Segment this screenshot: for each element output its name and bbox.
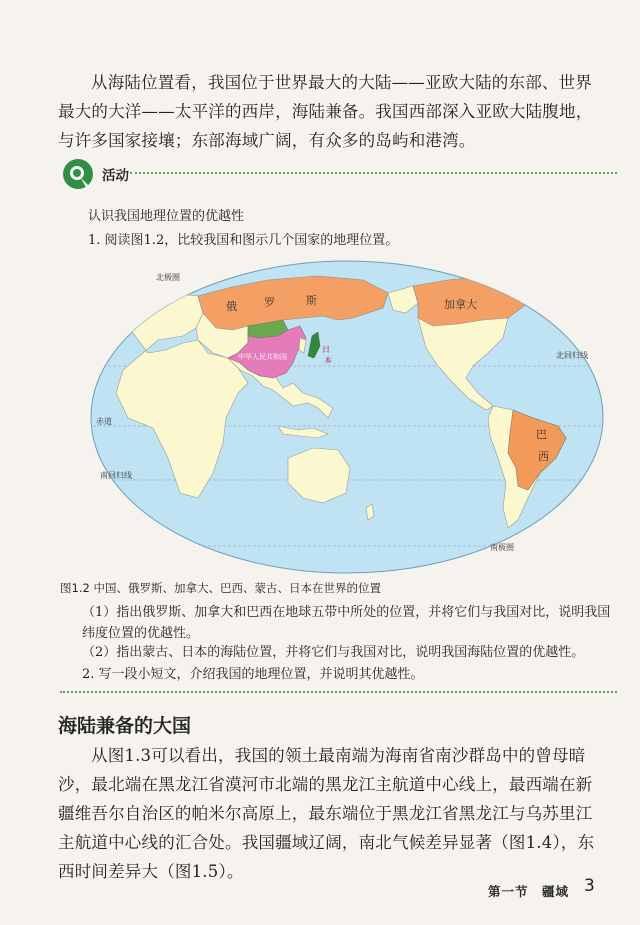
- section-title: 海陆兼备的大国: [58, 715, 192, 737]
- question-3: 2. 写一段小短文，介绍我国的地理位置，并说明其优越性。: [82, 667, 424, 682]
- antarctic-circle-label: 南极圈: [490, 543, 514, 552]
- figure-caption: 图1.2 中国、俄罗斯、加拿大、巴西、蒙古、日本在世界的位置: [60, 581, 381, 595]
- japan-label-2: 本: [324, 356, 332, 365]
- question-1: （1）指出俄罗斯、加拿大和巴西在地球五带中所处的位置，并将它们与我国对比，说明我国纬度位置的优越性。: [82, 605, 611, 641]
- russia-label-1: 俄: [226, 300, 237, 313]
- russia-label-3: 斯: [306, 294, 317, 307]
- question-2: （2）指出蒙古、日本的海陆位置，并将它们与我国对比，说明我国海陆位置的优越性。: [82, 645, 585, 660]
- activity-header: [62, 158, 617, 190]
- equator-label: 赤道: [96, 417, 112, 426]
- activity-title: 认识我国地理位置的优越性: [88, 209, 245, 224]
- canada-label: 加拿大: [444, 298, 477, 311]
- activity-item-1: 1. 阅读图1.2，比较我国和图示几个国家的地理位置。: [88, 233, 399, 248]
- activity-divider-top: [130, 172, 617, 174]
- brazil-label-1: 巴: [536, 428, 547, 441]
- footer-section-title: 第一节 疆域: [488, 884, 570, 899]
- brazil-label-2: 西: [538, 450, 549, 463]
- page-number: 3: [584, 876, 595, 896]
- intro-paragraph: 从海陆位置看，我国位于世界最大的大陆——亚欧大陆的东部、世界最大的大洋——太平洋的西岸，海陆兼备。我国西部深入亚欧大陆腹地，与许多国家接壤；东部海域广阔，有众多的岛屿和港湾。: [58, 73, 593, 150]
- arctic-circle-label: 北极圈: [156, 273, 180, 282]
- activity-label: 活动: [102, 168, 129, 184]
- russia-label-2: 罗: [264, 296, 275, 309]
- tropic-capricorn-label: 南回归线: [100, 471, 132, 480]
- activity-divider-bottom: [60, 691, 617, 693]
- world-map: [88, 258, 606, 576]
- activity-icon: [62, 158, 94, 190]
- japan-label-1: 日: [322, 345, 330, 354]
- greenland-land: [508, 263, 553, 296]
- china-label: 中华人民共和国: [238, 353, 287, 361]
- tropic-cancer-label: 北回归线: [556, 351, 588, 360]
- body-paragraph: 从图1.3可以看出，我国的领土最南端为海南省南沙群岛中的曾母暗沙，最北端在黑龙江省漠河市北端的黑龙江主航道中心线上，最西端在新疆维吾尔自治区的帕米尔高原上，最东端位于黑龙江省黑龙江与乌苏里江主航道中心线的汇合处。我国疆域辽阔，南北气候差异显著（图1.4），东西时间差异大（图1.5）。: [58, 746, 595, 881]
